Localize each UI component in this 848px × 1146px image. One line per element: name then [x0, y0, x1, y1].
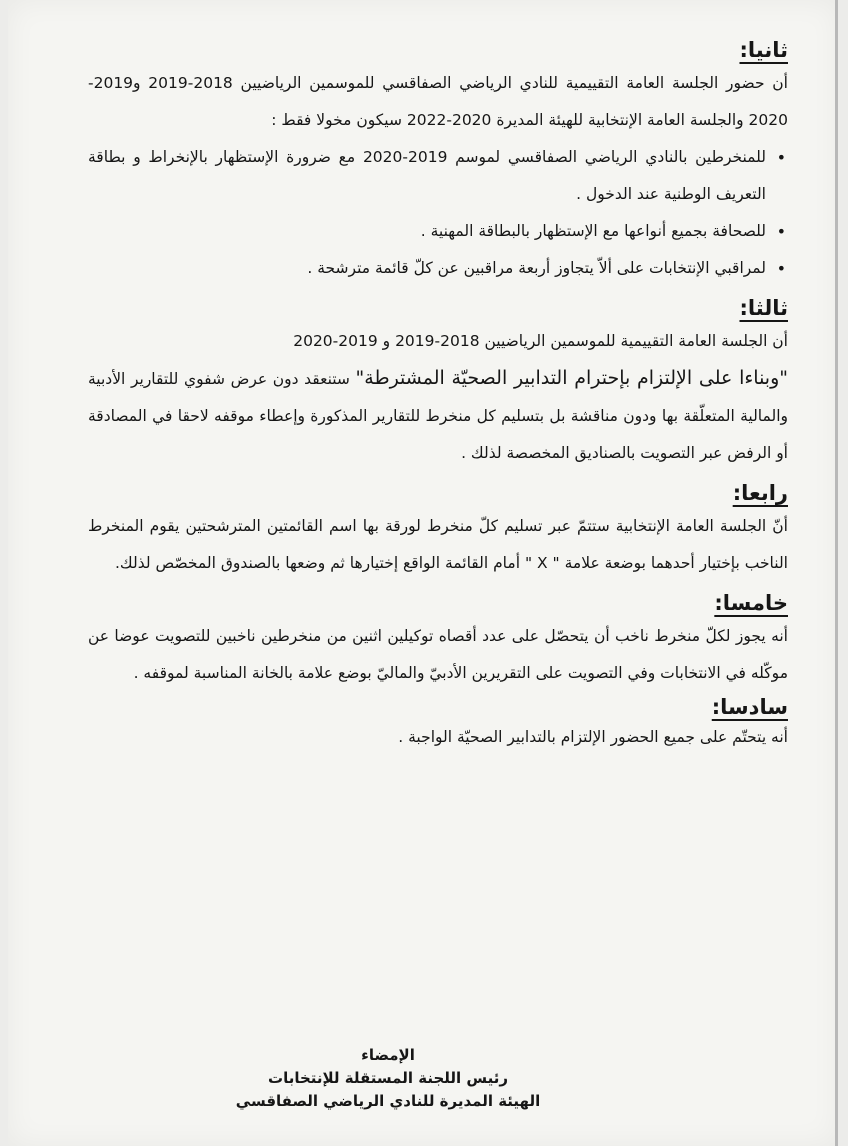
section-2-bullet-list	[88, 139, 788, 287]
signature-organization: الهيئة المديرة للنادي الرياضي الصفاقسي	[235, 1092, 541, 1110]
bullet-icon: •	[776, 259, 786, 278]
section-heading-2: ثانيا:	[739, 38, 788, 62]
section-heading-4: رابعا:	[732, 481, 788, 505]
section-3-inline-text: ستنعقد دون عرض	[230, 370, 356, 388]
bullet-icon: •	[776, 148, 786, 167]
list-item-text: للمنخرطين بالنادي الرياضي الصفاقسي لموسم 2019-2020 مع ضرورة الإستظهار بالإنخراط و بطاقة التعريف الوطنية عند الدخول .	[88, 148, 766, 203]
signature-block	[188, 1044, 588, 1113]
section-3-rest: شفوي للتقارير الأدبية والمالية المتعلّقة بها ودون مناقشة بل بتسليم كل منخرط للتقارير المذكورة وإعطاء موقفه لاحقا في المصادقة أو الرفض عبر التصويت بالصناديق المخصصة لذلك .	[88, 370, 788, 462]
section-3-quote: "وبناءا على الإلتزام بإحترام التدابير الصحيّة المشترطة"	[355, 367, 789, 389]
signature-label: الإمضاء	[361, 1046, 415, 1064]
list-item-text: لمراقبي الإنتخابات على ألاّ يتجاوز أربعة مراقبين عن كلّ قائمة مترشحة .	[307, 259, 766, 277]
list-item	[88, 250, 786, 287]
section-6-paragraph: أنه يتحتّم على جميع الحضور الإلتزام بالتدابير الصحيّة الواجبة .	[398, 728, 788, 746]
section-2-paragraph: أن حضور الجلسة العامة التقييمية للنادي الرياضي الصفاقسي للموسمين الرياضيين 2018-2019 و2019-2020 والجلسة العامة الإنتخابية للهيئة المديرة 2020-2022 سيكون مخولا فقط :	[88, 74, 788, 129]
document-page	[8, 0, 838, 1146]
section-heading-3: ثالثا:	[739, 296, 788, 320]
bullet-icon: •	[776, 222, 786, 241]
list-item-text: للصحافة بجميع أنواعها مع الإستظهار بالبطاقة المهنية .	[420, 222, 766, 240]
section-3-line-1: أن الجلسة العامة التقييمية للموسمين الرياضيين 2018-2019 و 2019-2020	[293, 332, 788, 350]
list-item	[88, 213, 786, 250]
section-5-paragraph: أنه يجوز لكلّ منخرط ناخب أن يتحصّل على عدد أقصاه توكيلين اثنين من منخرطين ناخبين للتصويت عوضا عن موكّله في الانتخابات وفي التصويت على التقريرين الأدبيّ والماليّ بوضع علامة بالخانة المناسبة لموقفه .	[88, 627, 788, 682]
section-heading-5: خامسا:	[714, 591, 788, 615]
document-body	[88, 35, 788, 752]
section-3-paragraph	[88, 360, 788, 472]
list-item	[88, 139, 786, 213]
section-4-paragraph: أنّ الجلسة العامة الإنتخابية ستتمّ عبر تسليم كلّ منخرط لورقة بها اسم القائمتين المترشحتين يقوم المنخرط الناخب بإختيار أحدهما بوضعة علامة " X " أمام القائمة الواقع إختيارها ثم وضعها بالصندوق المخصّص لذلك.	[88, 517, 788, 572]
section-heading-6: سادسا:	[711, 695, 788, 719]
signature-title: رئيس اللجنة المستقلة للإنتخابات	[268, 1069, 508, 1087]
